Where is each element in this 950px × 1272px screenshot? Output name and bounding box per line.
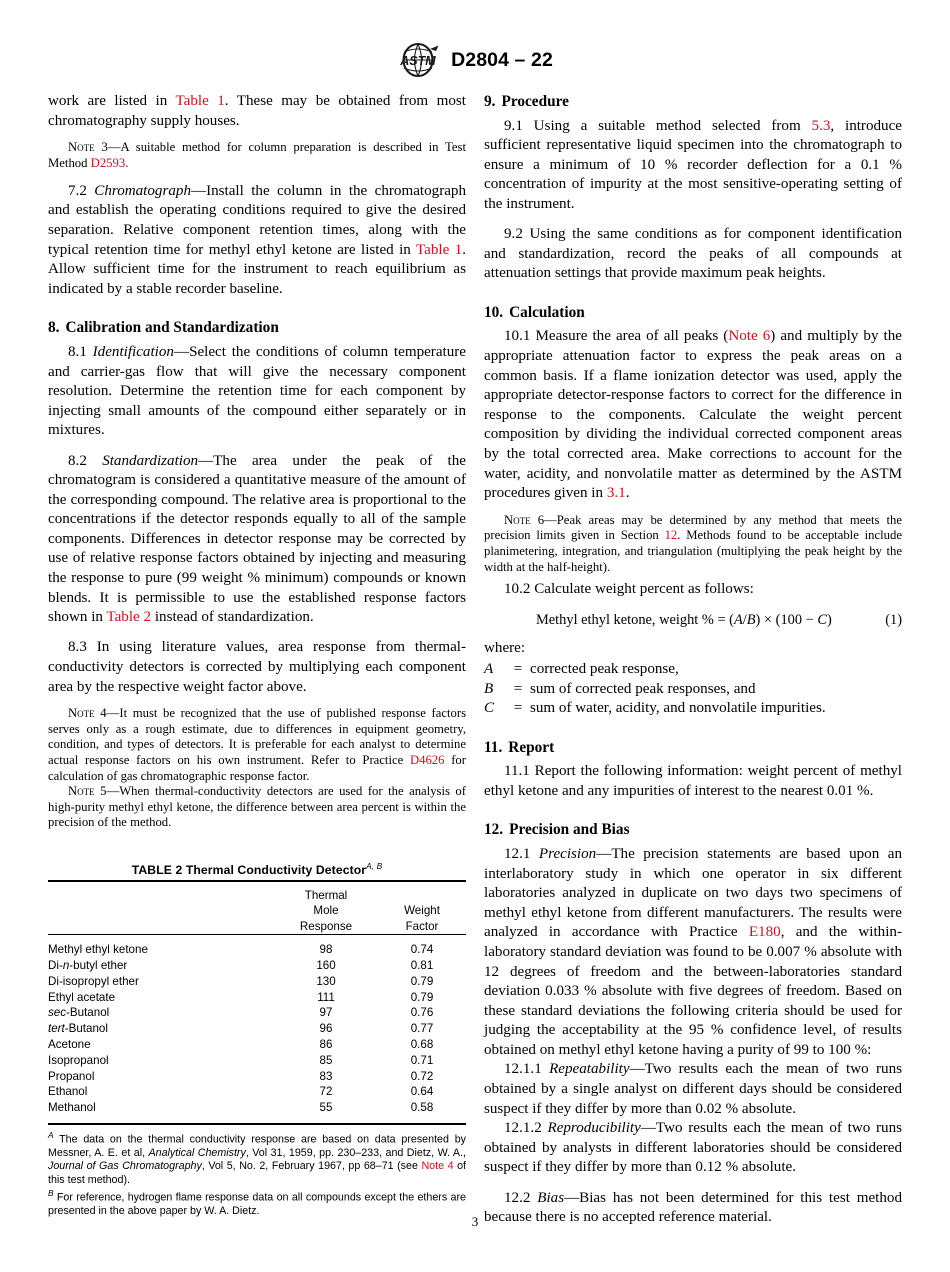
note-6-number: 6— — [530, 512, 557, 527]
heading-10-number: 10. — [484, 303, 504, 321]
cell-thermal-mole-response: 86 — [319, 1037, 333, 1051]
cell-compound-name: tert-Butanol — [48, 1022, 108, 1036]
para-10-1-text-c: . — [625, 485, 630, 502]
para-12-1-2-title: Reproducibility — [547, 1120, 641, 1137]
table-2-head — [48, 881, 466, 942]
heading-8-number: 8. — [48, 319, 60, 337]
equation-end: ) — [826, 611, 832, 628]
para-12-1-2-number: 12.1.2 — [504, 1120, 548, 1137]
paragraph-continued — [48, 92, 466, 131]
para-12-1-1-text: —Two results each the mean of two runs obtained by a single analyst on different days should be considered suspect if they differ by more than 0.02 % absolute. — [484, 1061, 902, 1117]
document-designation: D2804 – 22 — [451, 48, 553, 71]
note-4 — [48, 706, 466, 784]
table-row — [48, 1005, 466, 1021]
link-note-4[interactable]: Note 4 — [421, 1160, 454, 1173]
definition-variable: B — [484, 680, 494, 697]
note-3-lead: Note — [68, 140, 95, 155]
paragraph-12-1-2 — [484, 1119, 902, 1178]
definition-equals: = — [513, 661, 523, 678]
cell-thermal-mole-response: 96 — [319, 1022, 333, 1036]
para-8-2-text-b: instead of standardization. — [151, 609, 314, 626]
definition-text: corrected peak response, — [530, 661, 679, 678]
para-12-2-text: —Bias has not been determined for this test method because there is no accepted reference material. — [484, 1189, 902, 1226]
note-5-number: 5— — [94, 784, 120, 799]
cell-compound-name: Ethyl acetate — [48, 990, 116, 1004]
heading-9-number: 9. — [484, 93, 496, 110]
table-row — [48, 942, 466, 958]
equation-var-b: B — [746, 611, 756, 628]
svg-text:ASTM: ASTM — [400, 54, 436, 68]
heading-section-9 — [484, 92, 902, 112]
table-2-footnote-a — [48, 1129, 466, 1187]
variable-definitions — [484, 660, 826, 718]
para-10-1-text-b: ) and multiply by the appropriate attenuation factor to express the peak areas on a common basis. If a flame ionization detector was used, apply the appropriate detector-response factors to correct for the difference in response to the components. Calculate the weight percent composition by dividing the individual corrected component areas by the total corrected area. Make corrections to account for the water, acidity, and nonvolatile matter as determined by the ASTM procedures given in — [484, 328, 902, 502]
heading-11-number: 11. — [484, 738, 503, 756]
paragraph-11-1: 11.1 Report the following information: weight percent of methyl ethyl ketone and any impurities of interest to the nearest 0.01 %. — [484, 763, 902, 799]
table-row — [48, 1053, 466, 1069]
footnote-a-journal-2: Journal of Gas Chromatography — [48, 1160, 202, 1173]
note-6 — [484, 513, 902, 575]
note-3-text-a: A suitable method for column preparation is described in Test Method — [48, 140, 467, 170]
note-3-number: 3— — [94, 140, 121, 155]
table-spacer — [48, 935, 466, 942]
header-line-3: Response — [299, 919, 353, 933]
note-6-text-a: Peak areas may be determined by any method that meets the precision limits given in Section — [484, 512, 902, 543]
para-8-1-number: 8.1 — [68, 344, 93, 361]
footnote-a-text-1: The data on the thermal conductivity response are based on data presented by Messner, A. E. et al, — [48, 1133, 466, 1159]
heading-8-title: Calibration and Standardization — [65, 319, 279, 337]
cell-compound-name: Methanol — [48, 1101, 96, 1115]
equation-mid: ) × (100 − — [755, 611, 818, 628]
para-12-2-title: Bias — [537, 1189, 565, 1206]
paragraph-12-1-1 — [484, 1060, 902, 1119]
table-row — [48, 1100, 466, 1116]
para-continued-rest: . These may be obtained from most chromatography supply houses. — [48, 93, 466, 129]
link-5-3[interactable]: 5.3 — [811, 117, 831, 134]
note-3-text-b: . — [125, 155, 129, 170]
link-d4626[interactable]: D4626 — [409, 752, 445, 767]
para-7-2-title: Chromatograph — [94, 182, 191, 199]
link-section-12[interactable]: 12 — [664, 528, 678, 543]
right-column — [484, 92, 902, 1228]
definition-text: sum of corrected peak responses, and — [530, 680, 756, 697]
table-2-caption-footnote-marks: A, B — [366, 860, 383, 871]
cell-compound-name: Isopropanol — [48, 1053, 109, 1067]
definition-equals: = — [513, 680, 523, 697]
equation-1 — [484, 611, 902, 630]
note-5 — [48, 784, 466, 831]
definition-text: sum of water, acidity, and nonvolatile impurities. — [530, 700, 826, 717]
definition-equals: = — [513, 700, 523, 717]
paragraph-10-2: 10.2 Calculate weight percent as follows: — [504, 581, 754, 598]
heading-12-title: Precision and Bias — [509, 821, 630, 839]
cell-compound-name: Methyl ethyl ketone — [48, 943, 148, 957]
para-12-1-1-number: 12.1.1 — [504, 1061, 550, 1078]
footnote-a-text-2: , Vol 31, 1959, pp. 230–233, and Dietz, W. A., — [245, 1146, 466, 1159]
link-e180[interactable]: E180 — [748, 924, 781, 941]
equation-var-c: C — [817, 611, 827, 628]
para-8-2-title: Standardization — [102, 452, 199, 469]
heading-9-title: Procedure — [501, 93, 569, 110]
cell-thermal-mole-response: 97 — [319, 1006, 333, 1020]
cell-compound-name: Ethanol — [48, 1085, 88, 1099]
cell-weight-factor: 0.72 — [410, 1069, 434, 1083]
header-line-2: Mole — [313, 904, 339, 918]
paragraph-8-1 — [48, 343, 466, 441]
footnote-a-text-4: of this test method). — [48, 1160, 467, 1186]
table-2-caption — [48, 861, 466, 877]
page-number: 3 — [471, 1214, 479, 1229]
cell-thermal-mole-response: 160 — [316, 958, 336, 972]
cell-thermal-mole-response: 98 — [319, 943, 333, 957]
table-2-body — [48, 942, 466, 1116]
cell-weight-factor: 0.58 — [410, 1101, 434, 1115]
para-9-1-text-b: , introduce sufficient representative liquid specimen into the chromatograph to ensure a minimum of 10 % recorder deflection for a 0.1 % concentration of impurity at the most sensitive-operating setting of the instrument. — [484, 117, 902, 212]
equation-slash: / — [742, 611, 747, 628]
table-2-footnotes — [48, 1129, 466, 1219]
equation-1-row — [484, 611, 902, 630]
link-table-2[interactable]: Table 2 — [106, 609, 152, 626]
table-row — [48, 1021, 466, 1037]
table-2-caption-text: TABLE 2 Thermal Conductivity Detector — [131, 862, 367, 877]
cell-thermal-mole-response: 130 — [316, 974, 336, 988]
heading-section-12 — [484, 820, 902, 840]
footnote-b-text: For reference, hydrogen flame response data on all compounds except the ethers are presented in the above paper by W. A. Dietz. — [48, 1191, 466, 1218]
table-2-header-name — [48, 888, 274, 935]
heading-section-10 — [484, 303, 902, 323]
definition-row — [484, 699, 826, 718]
footnote-a-mark: A — [48, 1129, 54, 1140]
definition-row — [484, 660, 826, 679]
paragraph-9-1 — [484, 117, 902, 215]
link-d2593[interactable]: D2593 — [90, 155, 126, 170]
cell-thermal-mole-response: 55 — [319, 1101, 333, 1115]
table-2-foot — [48, 1116, 466, 1125]
definition-variable: A — [484, 661, 494, 678]
link-3-1[interactable]: 3.1 — [606, 485, 626, 502]
header-line-1: Weight — [404, 904, 440, 918]
para-8-1-title: Identification — [92, 344, 174, 361]
cell-weight-factor: 0.64 — [410, 1085, 434, 1099]
where-label: where: — [484, 639, 526, 656]
link-table-1-b[interactable]: Table 1 — [415, 241, 463, 258]
cell-weight-factor: 0.79 — [410, 990, 434, 1004]
note-4-text-a: It must be recognized that the use of published response factors serves only as a rough estimate, due to differences in equipment geometry, condition, and types of detectors. It is preferable for each analyst to determine actual response factors on his own instrument. Refer to Practice — [48, 706, 467, 767]
table-row — [48, 990, 466, 1006]
cell-thermal-mole-response: 83 — [319, 1069, 333, 1083]
cell-compound-name: sec-Butanol — [48, 1006, 110, 1020]
cell-weight-factor: 0.71 — [410, 1053, 434, 1067]
table-2-block — [48, 861, 466, 1219]
para-7-2-text-a: —Install the column in the chromatograph and establish the operating conditions required to give the desired separation. Relative component retention times, along with the typical retention time for methyl ethyl ketone are listed in — [48, 182, 467, 258]
table-2 — [48, 880, 466, 1125]
para-12-1-text-a: —The precision statements are based upon an interlaboratory study in which one operator in six different laboratories analyzed in duplicate on two days two specimens of methyl ethyl ketone from different manufacturers. The results were analyzed in accordance with Practice — [484, 845, 903, 941]
para-7-2-number: 7.2 — [68, 182, 95, 199]
para-12-1-text-b: , and the within-laboratory standard deviation was found to be 0.007 % absolute with 12 degrees of freedom and the between-laboratories standard deviation 0.033 % absolute with five degrees of freedom. Based on these standard deviations the following criteria should be used for judging the acceptability at the 95 % confidence level, of results obtained on methyl ethyl ketone having a purity of 99 to 100 %: — [484, 924, 902, 1058]
para-8-2-text-a: —The area under the peak of the chromatogram is considered a quantitative measure of the amount of the corresponding compound. The relative area is proportional to the concentrations if the detector responds equally to all of the sample components. Differences in detector response may be corrected by use of relative response factors obtained by injecting and measuring the response to pure (99 weight % minimum) compounds or known blends. It is permissible to use the established response factors shown in — [48, 452, 466, 626]
definition-row — [484, 680, 826, 699]
page-header — [0, 42, 950, 78]
paragraph-10-1 — [484, 327, 902, 503]
left-column — [48, 92, 466, 1218]
paragraph-12-1 — [484, 845, 902, 1061]
note-5-text: When thermal-conductivity detectors are used for the analysis of high-purity methyl ethyl ketone, the difference between area percent is within the precision of the method. — [48, 784, 466, 830]
table-2-header-thermal-mole-response — [274, 888, 378, 935]
note-4-number: 4— — [94, 706, 120, 721]
definition-variable: C — [484, 700, 495, 717]
table-row — [48, 1037, 466, 1053]
equation-number: (1) — [885, 611, 902, 628]
note-5-lead: Note — [68, 784, 95, 799]
para-8-1-text: —Select the conditions of column temperature and carrier-gas flow that will give the necessary component resolution. Determine the retention time for each component by injecting small amounts of the compound either separately or in mixtures. — [48, 344, 467, 439]
cell-weight-factor: 0.81 — [410, 958, 434, 972]
cell-thermal-mole-response: 85 — [319, 1053, 333, 1067]
table-row — [48, 1069, 466, 1085]
cell-compound-name: Propanol — [48, 1069, 95, 1083]
note-6-lead: Note — [504, 512, 531, 527]
footnote-b-mark: B — [48, 1188, 54, 1199]
cell-weight-factor: 0.68 — [410, 1037, 434, 1051]
cell-weight-factor: 0.77 — [410, 1022, 434, 1036]
cell-compound-name: Di-isopropyl ether — [48, 974, 139, 988]
astm-logo-icon — [397, 42, 441, 78]
para-12-1-number: 12.1 — [504, 845, 539, 862]
note-3 — [48, 140, 466, 171]
para-continued-lead: work are listed in — [48, 93, 176, 109]
paragraph-8-3: 8.3 In using literature values, area response from thermal-conductivity detectors is corrected by multiplying each component area by the respective weight factor above. — [48, 639, 466, 695]
note-6-text-b: . Methods found to be acceptable include planimetering, integration, and triangulation (multiplying the peak height by the width at the half-height). — [484, 528, 902, 574]
footnote-a-text-3: , Vol 5, No. 2, February 1967, pp 68–71 (see — [201, 1160, 422, 1173]
paragraph-7-2 — [48, 182, 466, 300]
header-line-2: Factor — [405, 919, 439, 933]
para-12-1-1-title: Repeatability — [549, 1061, 630, 1078]
equation-lead: Methyl ethyl ketone, weight % = ( — [536, 611, 734, 628]
para-10-1-text-a: 10.1 Measure the area of all peaks ( — [504, 328, 729, 345]
cell-thermal-mole-response: 72 — [319, 1085, 333, 1099]
cell-weight-factor: 0.76 — [410, 1006, 434, 1020]
cell-compound-name: Di-n-butyl ether — [48, 958, 128, 972]
equation-var-a: A — [733, 611, 743, 628]
para-8-2-number: 8.2 — [68, 452, 103, 469]
heading-10-title: Calculation — [509, 303, 585, 321]
cell-weight-factor: 0.79 — [410, 974, 434, 988]
para-9-1-text-a: 9.1 Using a suitable method selected from — [504, 117, 812, 134]
heading-section-11 — [484, 738, 902, 758]
header-line-1: Thermal — [304, 888, 348, 902]
note-4-lead: Note — [68, 706, 95, 721]
paragraph-8-2 — [48, 452, 466, 628]
link-note-6[interactable]: Note 6 — [728, 328, 771, 345]
heading-11-title: Report — [508, 738, 555, 756]
footnote-a-journal-1: Analytical Chemistry — [148, 1146, 246, 1159]
cell-thermal-mole-response: 111 — [317, 990, 335, 1004]
table-row — [48, 958, 466, 974]
para-12-1-title: Precision — [538, 845, 597, 862]
table-rule-bottom — [48, 1124, 466, 1125]
table-spacer — [48, 1116, 466, 1124]
cell-weight-factor: 0.74 — [410, 943, 434, 957]
note-4-text-b: for calculation of gas chromatographic response factor. — [48, 752, 466, 783]
para-7-2-text-b: . Allow sufficient time for the instrument to reach equilibrium as indicated by a stable recorder baseline. — [48, 241, 467, 297]
link-table-1[interactable]: Table 1 — [175, 93, 225, 109]
para-12-1-2-text: —Two results each the mean of two runs obtained by analysts in different laboratories should be considered suspect if they differ by more than 0.12 % absolute. — [484, 1120, 902, 1176]
heading-section-8 — [48, 318, 466, 338]
cell-compound-name: Acetone — [48, 1037, 91, 1051]
para-12-2-number: 12.2 — [504, 1189, 538, 1206]
table-2-header-weight-factor — [378, 888, 466, 935]
table-row — [48, 1084, 466, 1100]
table-row — [48, 974, 466, 990]
heading-12-number: 12. — [484, 821, 504, 839]
paragraph-9-2: 9.2 Using the same conditions as for component identification and standardization, record the peaks of all compounds at attenuation settings that provide maximum peak heights. — [484, 226, 902, 282]
